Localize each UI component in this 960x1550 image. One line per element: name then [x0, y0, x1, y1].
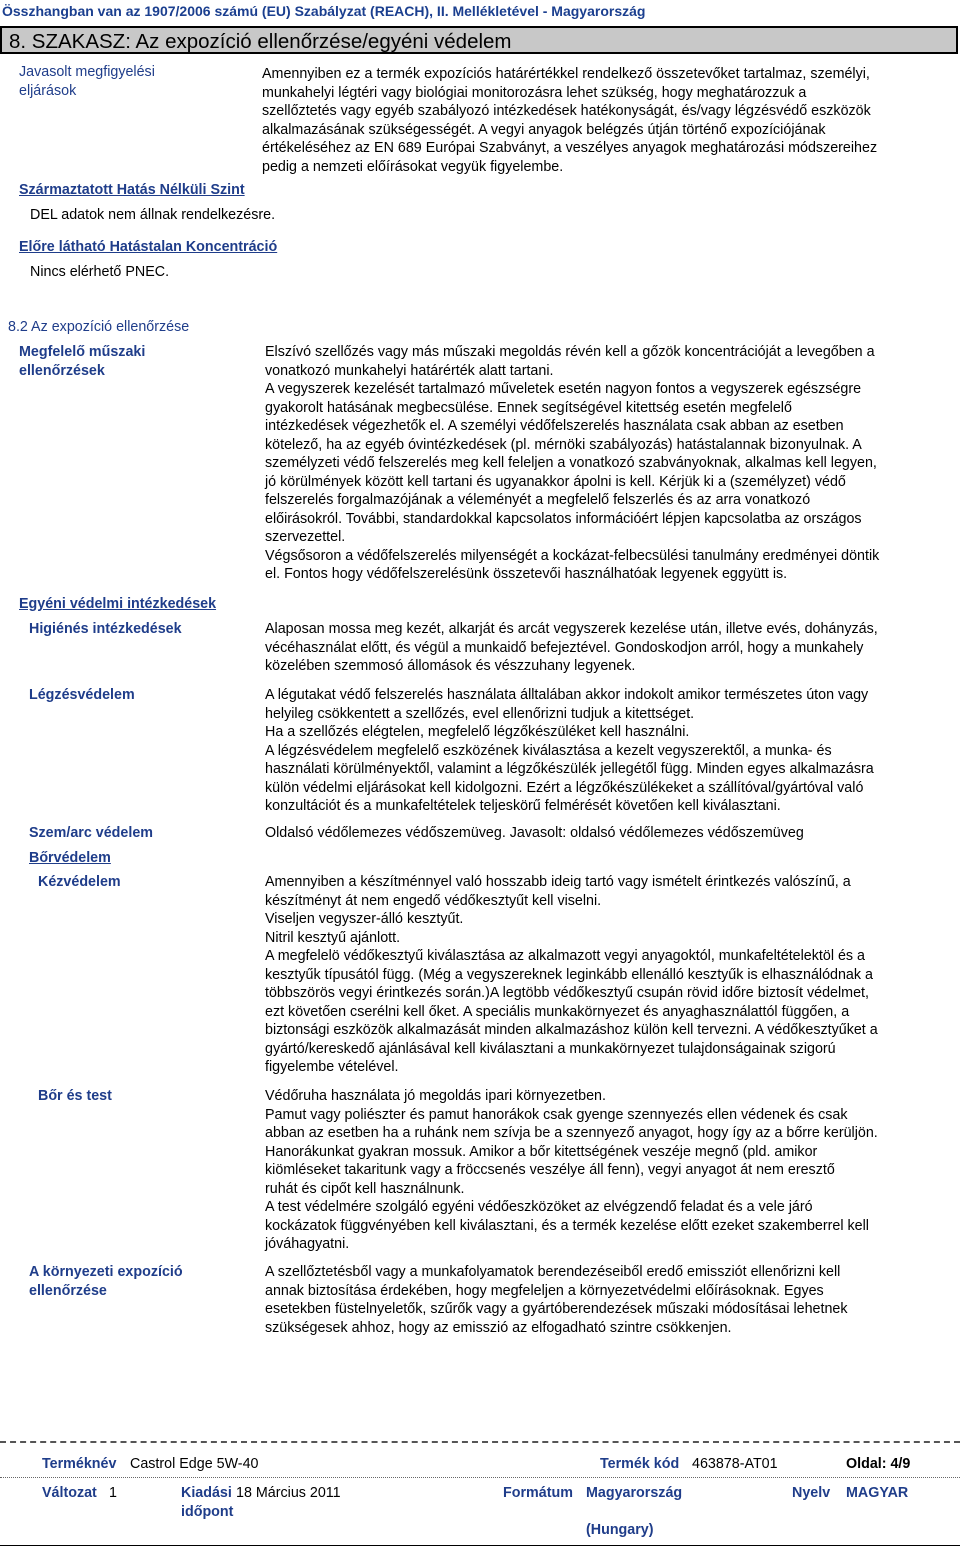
footer-issue-label: Kiadási időpont: [181, 1485, 234, 1520]
hand-protection-label: Kézvédelem: [38, 874, 121, 890]
section-title: 8. SZAKASZ: Az expozíció ellenőrzése/egyéni védelem: [9, 30, 512, 53]
skin-body-label: Bőr és test: [38, 1088, 112, 1104]
respiratory-label: Légzésvédelem: [29, 687, 135, 703]
ppe-heading: Egyéni védelmi intézkedések: [19, 596, 217, 612]
footer-language-value: MAGYAR: [846, 1485, 909, 1501]
footer-format-value: Magyarország (Hungary): [586, 1485, 683, 1538]
pnec-text: Nincs elérhető PNEC.: [30, 264, 170, 280]
environmental-text: A szellőztetésből vagy a munkafolyamatok berendezéseiből eredő emissziót ellenőrizni kell annak biztosítása érdekében, hogy megfeleljen a környezetvédelmi előírásoknak. Egyes esetekben füstelnyeletők, szűrők vagy a gyártóberendezések műszaki módosításai lehetnek szükségesek ahhoz, hogy az emisszió az elfogadható szintre csökkenjen.: [265, 1264, 848, 1336]
footer-version-label: Változat: [42, 1485, 97, 1501]
engineering-controls-label: Megfelelő műszaki ellenőrzések: [19, 344, 146, 379]
footer-product-name-label: Terméknév: [42, 1456, 117, 1472]
hand-protection-text: Amennyiben a készítménnyel való hosszabb ideig tartó vagy ismételt érintkezés valószínű, a készítményt át nem engedő védőkesztyűt kell viselni. Viseljen vegyszer-álló kesztyűt. Nitril kesztyű ajánlott. A megfelelö védőkesztyű kiválasztása az alkalmazott vegyi anyagoktól, munkafeltételektöl és a kesztyűk típusától függ. (Még a vegyszereknek leginkább ellenálló kesztyűk is elhasználódnak a többszörös vegyi érintkezés során.)A legtöbb védőkesztyű csupán rövid időre biztosít védelmet, ezt követően cserélni kell őket. A speciális munkakörnyezet és anyaghasználattól függően, a biztonsági eszközök alkalmazását minden alkalmazáshoz külön kell tervezni. A védőkesztyűket a gyártó/kereskedő ajánlásával kell kiválasztani a munkakörnyezet tulajdonságainak szigorú figyelembe vételével.: [265, 874, 878, 1075]
dnel-heading: Származtatott Hatás Nélküli Szint: [19, 182, 245, 198]
footer-page-number: Oldal: 4/9: [846, 1456, 911, 1472]
hygiene-label: Higiénés intézkedések: [29, 621, 182, 637]
monitoring-label: Javasolt megfigyelési eljárások: [19, 64, 155, 99]
monitoring-text: Amennyiben ez a termék expozíciós határértékkel rendelkező összetevőket tartalmaz, személyi, munkahelyi légtéri vagy biológiai monitorozásra lehet szükség, hogy meghatározzuk a szellőztetés vagy egyéb szabályozó intézkedések hatékonyságát, és/vagy légzésvédő eszközök alkalmazásának szükségességét. A vegyi anyagok belégzés útján történő expozíciójának értékeléséhez az EN 689 Európai Szabványt, a veszélyes anyagok meghatározási módszereihez pedig a nemzeti előírásokat vegyük figyelembe.: [262, 66, 878, 175]
hygiene-text: Alaposan mossa meg kezét, alkarját és arcát vegyszerek kezelése után, illetve evés, dohányzás, vécéhasználat előtt, és végül a munkaidő befejeztével. Gondoskodjon arról, hogy a munkahely közelében szemmosó állomások és vészzuhany legyenek.: [265, 621, 878, 674]
footer-product-code: 463878-AT01: [692, 1456, 778, 1472]
footer-issue-date: 18 Március 2011: [236, 1485, 341, 1501]
footer-language-label: Nyelv: [792, 1485, 831, 1501]
skin-body-text: Védőruha használata jó megoldás ipari környezetben. Pamut vagy poliészter és pamut hanorákok csak gyenge szennyezés ellen védenek és csak abban az esetben ha a ruhánk nem szívja be a szennyező anyagot, hogy így az a bőrre kerüljön. Hanorákunkat gyakran mossuk. Amikor a bőr kitettségének veszéje megnő (pld. amikor kiömléseket takaritunk vagy a fröccsenés veszélye áll fenn), vegyi anyagot át nem eresztő ruhát és cipőt kell használnunk. A test védelmére szolgáló egyéni védőeszközöket az elvégzendő feladat és a vele járó kockázatok függvényében kell kiválasztani, és a termék kezelése előtt ezeket szakemberrel kell jóváhagyatni.: [265, 1088, 878, 1252]
eye-face-label: Szem/arc védelem: [29, 825, 153, 841]
skin-protection-heading: Bőrvédelem: [29, 850, 111, 866]
footer-product-name: Castrol Edge 5W-40: [130, 1456, 259, 1472]
eye-face-text: Oldalsó védőlemezes védőszemüveg. Javasolt: oldalsó védőlemezes védőszemüveg: [265, 825, 804, 841]
environmental-label: A környezeti expozíció ellenőrzése: [29, 1264, 183, 1299]
section-header-bar: [0, 26, 958, 54]
footer-inner-divider: [0, 1477, 960, 1478]
respiratory-text: A légutakat védő felszerelés használata álltalában akkor indokolt amikor természetes úton vagy helyileg csökkentett a szellőzés, evel ellenőrizni tudjuk a kitettséget. Ha a szellőzés elégtelen, megfelelő légzőkészüléket kell használni. A légzésvédelem megfelelő eszközének kiválasztása a kezelt vegyszerektől, a munka- és használati körülményektől, valamint a légzőkészülék jellegétől függ. Minden egyes alkalmazásra külön védelmi eljárásokat kell kidolgozni. Ezért a légzőkészülékeket a szállítóval/gyártóval való konzultációt és a munkafeltételek teljeskörű felmérését követően kell kiválasztani.: [265, 687, 874, 814]
footer-divider: [0, 1441, 960, 1443]
section-8-2-heading: 8.2 Az expozíció ellenőrzése: [8, 319, 190, 335]
footer-format-label: Formátum: [503, 1485, 573, 1501]
dnel-text: DEL adatok nem állnak rendelkezésre.: [30, 207, 276, 223]
pnec-heading: Előre látható Hatástalan Koncentráció: [19, 239, 278, 255]
engineering-controls-text: Elszívó szellőzés vagy más műszaki megoldás révén kell a gőzök koncentrációját a levegőben a vonatkozó munkahelyi határérték alatt tartani. A vegyszerek kezelését tartalmazó műveletek esetén nagyon fontos a vegyszerek egészségre gyakorolt hatásának megbecsülése. Ennek segítségével kitettség esetén megfelelő intézkedések végezhetők el. A személyi védőfelszerelés használata csak abban az esetben kötelező, ha az egyéb óvintézkedések (pl. mérnöki szabályozás) hatástalannak bizonyulnak. A személyzeti védő felszerelés meg kell feleljen a vonatkozó szabványoknak, alkalmas kell legyen, jó körülmények között kell tartani és ugyanakkor ápolni is kell. Kérjük ki a (személyzet) védő felszerelés forgalmazójának a véleményét a megfelelő felszerlés és az arra vonatkozó előirásokról. További, standardokkal kapcsolatos információért lépjen kapcsolatba az országos szervezettel. Végsősoron a védőfelszerelés milyenségét a kockázat-felbecsülési tanulmány eredményei döntik el. Fontos hogy védőfelszerelésünk összetevői használhatóak legyenek eggyütt is.: [265, 344, 880, 582]
footer-product-code-label: Termék kód: [600, 1456, 680, 1472]
footer-bottom-rule: [0, 1545, 960, 1546]
footer-version: 1: [109, 1485, 117, 1501]
document-title: Összhangban van az 1907/2006 számú (EU) Szabályzat (REACH), II. Mellékletével - Magyarország: [2, 3, 646, 19]
